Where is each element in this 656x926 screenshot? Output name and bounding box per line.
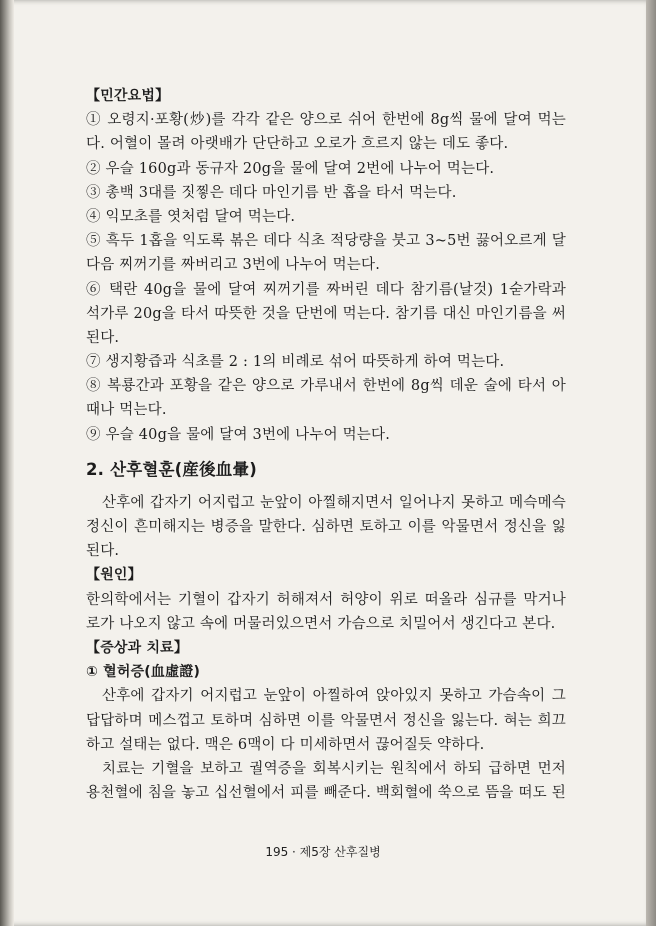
intro-line: 된다. bbox=[86, 543, 120, 560]
remedy-line: ② 우슬 160g과 동규자 20g을 물에 달여 2번에 나누어 먹는다. bbox=[86, 160, 495, 177]
folk-remedy-heading: 【민간요법】 bbox=[86, 88, 170, 104]
remedy-line: 석가루 20g을 타서 따뜻한 것을 단번에 먹는다. 참기름 대신 마인기름을 써 bbox=[86, 305, 566, 322]
symptom-line: 답답하며 메스껍고 토하며 심하면 이를 악물면서 정신을 잃는다. 혀는 희끄 bbox=[86, 712, 566, 729]
remedy-line: ⑤ 흑두 1홉을 익도록 볶은 데다 식초 적당량을 붓고 3~5번 끓어오르게 달 bbox=[86, 233, 566, 250]
page-footer: 195 · 제5장 산후질병 bbox=[265, 845, 381, 859]
treatment-line: 치료는 기혈을 보하고 궐역증을 회복시키는 원칙에서 하되 급하면 먼저 bbox=[102, 760, 566, 777]
treatment-line: 용천혈에 침을 놓고 십선혈에서 피를 빼준다. 백회혈에 쑥으로 뜸을 떠도 된 bbox=[86, 785, 566, 802]
intro-line: 정신이 흔미해지는 병증을 말한다. 심하면 토하고 이를 악물면서 정신을 잃 bbox=[86, 519, 566, 535]
remedy-line: 다음 찌꺼기를 짜버리고 3번에 나누어 먹는다. bbox=[86, 257, 381, 274]
page-gutter bbox=[0, 0, 14, 926]
remedy-line: 때나 먹는다. bbox=[86, 402, 167, 419]
remedy-line: ⑨ 우슬 40g을 물에 달여 3번에 나누어 먹는다. bbox=[86, 426, 391, 443]
remedy-line: ⑦ 생지황즙과 식초를 2 : 1의 비례로 섞어 따뜻하게 하여 먹는다. bbox=[86, 354, 505, 371]
intro-line: 산후에 갑자기 어지럽고 눈앞이 아찔해지면서 일어나지 못하고 메슥메슥 bbox=[102, 494, 566, 511]
remedy-line: 다. 어혈이 몰려 아랫배가 단단하고 오로가 흐르지 않는 데도 좋다. bbox=[86, 136, 509, 153]
remedy-line: ⑧ 복룡간과 포황을 같은 양으로 가루내서 한번에 8g씩 데운 술에 타서 아 bbox=[86, 378, 566, 395]
remedy-line: ④ 익모초를 엿처럼 달여 먹는다. bbox=[86, 208, 296, 225]
cause-line: 한의학에서는 기혈이 갑자기 허해져서 허양이 위로 떠올라 심규를 막거나 bbox=[86, 591, 566, 608]
page-content bbox=[86, 84, 566, 805]
symptom-line: 하고 설태는 없다. 맥은 6맥이 다 미세하면서 끊어질듯 약하다. bbox=[86, 736, 485, 753]
remedy-line: ⑥ 택란 40g을 물에 달여 찌꺼기를 짜버린 데다 참기름(날것) 1숟가락과 bbox=[86, 281, 566, 298]
remedy-line: ① 오령지·포황(炒)를 각각 같은 양으로 쉬어 한번에 8g씩 물에 달여 먹는 bbox=[86, 112, 566, 129]
blood-deficiency-subheading: ① 혈허증(血虛證) bbox=[86, 664, 201, 681]
remedy-line: 된다. bbox=[86, 329, 120, 346]
symptoms-heading: 【증상과 치료】 bbox=[86, 639, 189, 656]
symptom-line: 산후에 갑자기 어지럽고 눈앞이 아찔하여 앉아있지 못하고 가슴속이 그 bbox=[102, 688, 566, 705]
cause-heading: 【원인】 bbox=[86, 567, 142, 584]
chapter-title: 2. 산후혈훈(産後血暈) bbox=[86, 459, 257, 479]
remedy-line: ③ 총백 3대를 짓찧은 데다 마인기름 반 홉을 타서 먹는다. bbox=[86, 184, 457, 201]
cause-line: 로가 나오지 않고 속에 머물러있으면서 가슴으로 치밀어서 생긴다고 본다. bbox=[86, 615, 556, 632]
page-edge bbox=[646, 0, 656, 926]
